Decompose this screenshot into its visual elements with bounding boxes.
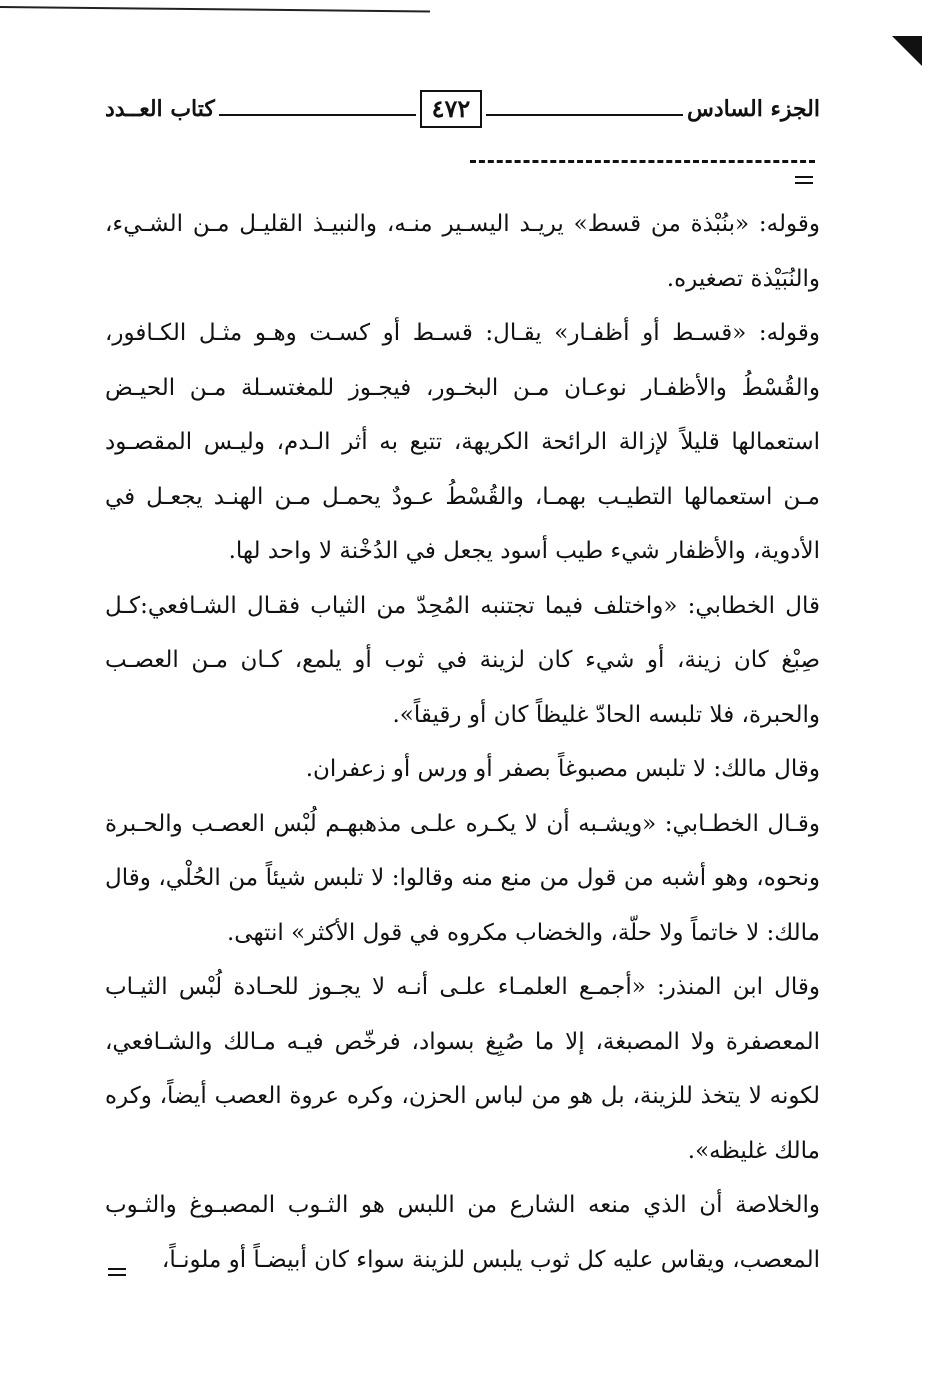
paragraph: وقوله: «قسـط أو أظفـار» يقـال: قسـط أو كسـت وهـو مثـل الكـافور، والقُسْطُ والأظفـار نوعـان مـن البخـور، فيجـوز للمغتسـلة مـن الحيـض استعمالها قليلاً لإزالة الرائحة الكريهة، تتبع به أثر الـدم، وليـس المقصـود مـن استعمالها التطيـب بهمـا، والقُسْطُ عـودٌ يحمـل مـن الهنـد يجعـل في الأدوية، والأظفار شيء طيب أسود يجعل في الدُخْنة لا واحد لها.	[105, 320, 820, 564]
dashed-separator	[470, 160, 815, 163]
paragraph: وقال ابن المنذر: «أجمـع العلمـاء علـى أنـه لا يجـوز للحـادة لُبْس الثيـاب المعصفرة ولا المصبغة، إلا ما صُبِغ بسواد، فرخّص فيـه مـالك والشـافعي، لكونه لا يتخذ للزينة، بل هو من لباس الحزن، وكره عروة العصب أيضاً، وكره مالك غليظه».	[105, 974, 820, 1164]
paragraph: والخلاصة أن الذي منعه الشارع من اللبس هو الثـوب المصبـوغ والثـوب المعصب، ويقاس عليه كل ثوب يلبس للزينة سواء كان أبيضـاً أو ملونـاً،	[105, 1192, 820, 1273]
paragraph: وقـال الخطـابي: «ويشـبه أن لا يكـره علـى مذهبهـم لُبْس العصـب والحـبرة ونحوه، وهو أشبه من قول من منع منه وقالوا: لا تلبس شيئاً من الحُلْي، وقال مالك: لا خاتماً ولا حلّة، والخضاب مكروه في قول الأكثر» انتهى.	[105, 810, 820, 946]
continuation-mark-top	[795, 176, 813, 188]
page-body	[105, 197, 820, 1287]
chapter-title: كتاب العــدد	[105, 96, 215, 122]
continuation-mark-bottom	[108, 1268, 126, 1280]
corner-triangle-mark	[892, 36, 922, 66]
header-rule-left	[219, 114, 416, 116]
top-scan-rule	[0, 0, 430, 13]
volume-title: الجزء السادس	[687, 96, 820, 122]
page-number: ٤٧٢	[420, 90, 483, 128]
page-header	[105, 84, 820, 134]
paragraph: قال الخطابي: «واختلف فيما تجتنبه المُحِدّ من الثياب فقـال الشـافعي:كـل صِبْغ كان زينة، أو شيء كان لزينة في ثوب أو يلمع، كـان مـن العصـب والحبرة، فلا تلبسه الحادّ غليظاً كان أو رقيقاً».	[105, 592, 820, 728]
paragraph: وقوله: «بنُبْذة من قسط» يريـد اليسـير منـه، والنبيـذ القليـل مـن الشـيء، والنُبَيْذة تصغيره.	[105, 211, 820, 292]
paragraph: وقال مالك: لا تلبس مصبوغاً بصفر أو ورس أو زعفران.	[305, 756, 820, 782]
header-rule-right	[486, 114, 683, 116]
